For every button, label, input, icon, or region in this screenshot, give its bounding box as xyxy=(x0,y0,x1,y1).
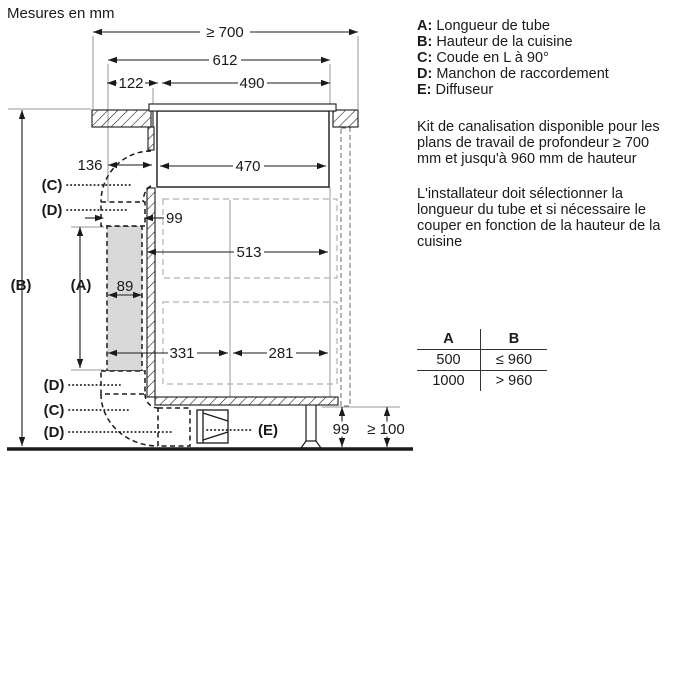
countertop-right xyxy=(333,110,358,127)
legend-item-a xyxy=(417,18,665,34)
table-cell: 500 xyxy=(417,350,481,371)
interior-zone-upper xyxy=(163,199,337,278)
legend-label: Coude en L à 90° xyxy=(436,50,549,66)
connector-bottom xyxy=(101,371,145,394)
cabinet-leg xyxy=(301,405,321,448)
dim-tube-width-label: 89 xyxy=(116,278,134,295)
legend-label: Longueur de tube xyxy=(436,18,550,34)
label-elbow-top: (C) xyxy=(41,177,63,194)
label-kitchen-height: (B) xyxy=(10,277,32,294)
page-title: Mesures en mm xyxy=(7,5,115,22)
dim-hob-width xyxy=(108,52,330,69)
table-row xyxy=(417,371,547,392)
dim-tube-length-arrow xyxy=(77,227,83,368)
dim-plinth-height-label: 99 xyxy=(332,421,350,438)
legend-item-c xyxy=(417,50,665,66)
cabinet-right-wall xyxy=(341,128,350,406)
table-row xyxy=(417,350,547,371)
tube xyxy=(107,226,142,371)
dim-min-clearance xyxy=(363,407,409,447)
legend-key: B: xyxy=(417,34,433,50)
kit-availability-note: Kit de canalisation disponible pour les plans de travail de profondeur ≥ 700 mm et jusqu'à 960 mm de hauteur xyxy=(417,119,660,167)
legend-label: Manchon de raccordement xyxy=(436,66,609,82)
legend-label: Diffuseur xyxy=(435,82,494,98)
elbow-bottom-outer xyxy=(101,394,158,446)
label-elbow-bottom: (C) xyxy=(43,402,65,419)
left-wall-stub xyxy=(148,127,154,150)
label-connector-horizontal: (D) xyxy=(43,424,65,441)
dim-interior-width-label: 513 xyxy=(236,244,262,261)
legend xyxy=(417,18,665,98)
dim-hob-body-width-label: 470 xyxy=(235,158,261,175)
legend-item-b xyxy=(417,34,665,50)
label-connector-bottom: (D) xyxy=(43,377,65,394)
dim-hob-width-label: 612 xyxy=(212,52,238,69)
hob-body xyxy=(157,111,329,187)
dim-split-left-label: 331 xyxy=(169,345,195,362)
dim-duct-offset-label: 136 xyxy=(77,157,103,174)
label-tube-length: (A) xyxy=(70,277,92,294)
legend-key: D: xyxy=(417,66,433,82)
table-header-a: A xyxy=(417,329,481,350)
dim-split-right xyxy=(233,345,328,362)
dim-left-overhang xyxy=(107,75,158,92)
dim-plinth-height xyxy=(331,407,351,447)
dim-min-width xyxy=(93,24,358,41)
dim-cutout-width-label: 490 xyxy=(239,75,265,92)
hob-top-plate xyxy=(149,104,336,111)
diffuser xyxy=(197,410,228,443)
installer-note: L'installateur doit sélectionner la longueur du tube et si nécessaire le couper en fonction de la hauteur de la cuisine xyxy=(417,186,661,250)
label-connector-top: (D) xyxy=(41,202,63,219)
table-cell: > 960 xyxy=(495,373,533,389)
dim-left-overhang-label: 122 xyxy=(118,75,144,92)
legend-key: A: xyxy=(417,18,433,34)
info-panel xyxy=(417,18,665,250)
dim-duct-offset xyxy=(77,157,152,174)
installation-diagram xyxy=(0,0,420,465)
legend-item-d xyxy=(417,66,665,82)
interior-zone-lower xyxy=(163,302,337,384)
legend-item-e xyxy=(417,82,665,98)
table-cell: 1000 xyxy=(417,371,481,392)
bottom-panel xyxy=(155,397,338,405)
connector-top xyxy=(101,202,145,226)
legend-key: C: xyxy=(417,50,433,66)
table-cell: ≤ 960 xyxy=(481,350,548,371)
dim-interior-width xyxy=(147,244,328,261)
connector-horizontal xyxy=(158,408,190,446)
dim-connector-width-label: 99 xyxy=(166,210,183,227)
dim-split-right-label: 281 xyxy=(268,345,294,362)
legend-key: E: xyxy=(417,82,432,98)
label-diffuser: (E) xyxy=(258,422,278,439)
legend-label: Hauteur de la cuisine xyxy=(436,34,573,50)
countertop-left xyxy=(92,110,151,127)
table-header-row xyxy=(417,329,547,350)
dim-cutout-width xyxy=(162,75,330,92)
dim-min-clearance-label: ≥ 100 xyxy=(367,421,405,438)
tube-length-table xyxy=(417,329,547,391)
table-header-b: B xyxy=(481,329,548,350)
dim-min-width-label: ≥ 700 xyxy=(206,24,244,41)
